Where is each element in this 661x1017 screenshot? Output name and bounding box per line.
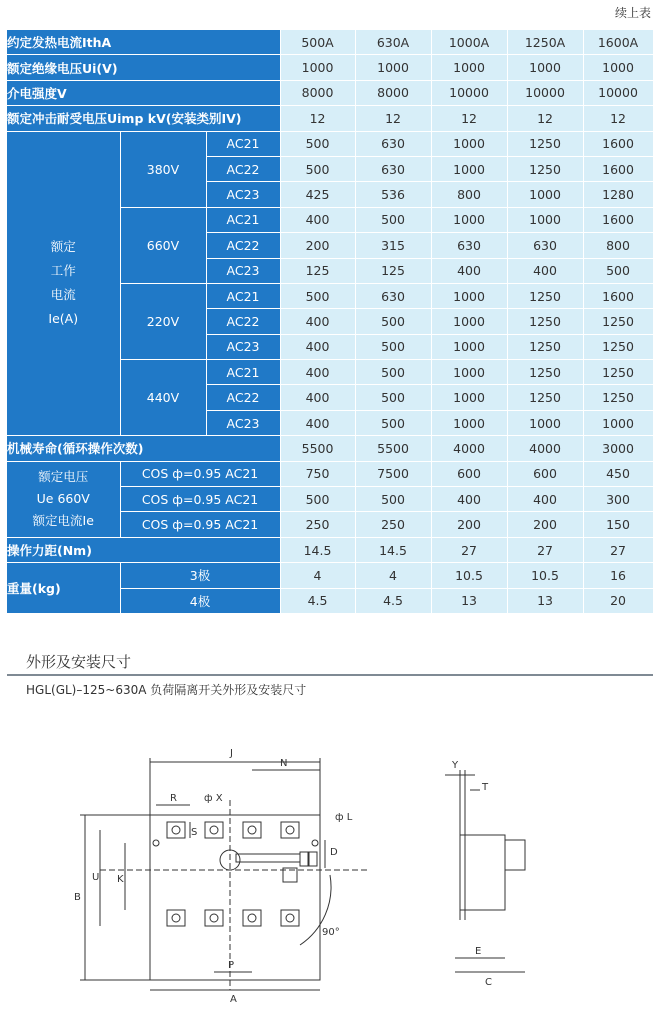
value-cell: 1280: [583, 182, 653, 207]
dimension-drawing: [0, 740, 661, 1017]
label-line: Ie(A): [48, 311, 79, 327]
value-cell: 400: [280, 207, 355, 232]
dim-label-n: N: [280, 758, 288, 769]
dim-label-t: T: [482, 782, 489, 793]
dim-label-phi-l: ф L: [335, 812, 353, 823]
row-label-uimp: 额定冲击耐受电压Uimp kV(安装类别IV): [7, 106, 280, 131]
section-title: 外形及安装尺寸: [26, 653, 132, 671]
value-cell: 1000: [431, 207, 507, 232]
value-cell: 3000: [583, 436, 653, 461]
current-rating: 1000A: [431, 30, 507, 55]
value-cell: 1000: [507, 55, 583, 80]
dim-label-r: R: [170, 793, 177, 804]
table-row: [7, 30, 653, 55]
label-line: 额定: [50, 239, 76, 255]
value-cell: 1000: [583, 410, 653, 435]
condition-label: COS ф=0.95 AC21: [120, 461, 280, 486]
value-cell: 1000: [280, 55, 355, 80]
value-cell: 1000: [431, 283, 507, 308]
value-cell: 600: [507, 461, 583, 486]
label-line: 额定电流Ie: [32, 513, 94, 529]
current-rating: 500A: [280, 30, 355, 55]
value-cell: 10.5: [431, 563, 507, 588]
value-cell: 630: [507, 233, 583, 258]
value-cell: 500: [280, 156, 355, 181]
table-row: [7, 106, 653, 131]
value-cell: 1000: [431, 131, 507, 156]
switch-body-outline: [150, 815, 320, 980]
voltage-label: 440V: [120, 360, 206, 436]
condition-label: COS ф=0.95 AC21: [120, 487, 280, 512]
dim-label-k: K: [117, 874, 124, 885]
dim-label-a: A: [230, 994, 237, 1005]
value-cell: 12: [583, 106, 653, 131]
value-cell: 27: [431, 537, 507, 562]
value-cell: 5500: [355, 436, 431, 461]
value-cell: 4: [280, 563, 355, 588]
table-row: [7, 131, 653, 156]
dim-label-y: Y: [452, 760, 459, 771]
value-cell: 800: [431, 182, 507, 207]
table-row: [7, 80, 653, 105]
value-cell: 1600: [583, 131, 653, 156]
value-cell: 8000: [280, 80, 355, 105]
continued-note: 续上表: [614, 6, 651, 20]
value-cell: 10000: [431, 80, 507, 105]
value-cell: 400: [280, 309, 355, 334]
value-cell: 400: [280, 360, 355, 385]
label-line: 电流: [50, 287, 76, 303]
value-cell: 125: [355, 258, 431, 283]
current-rating: 1250A: [507, 30, 583, 55]
value-cell: 500: [355, 410, 431, 435]
value-cell: 1250: [583, 385, 653, 410]
value-cell: 1000: [355, 55, 431, 80]
value-cell: 400: [280, 385, 355, 410]
value-cell: 20: [583, 588, 653, 613]
current-rating: 630A: [355, 30, 431, 55]
value-cell: 750: [280, 461, 355, 486]
dim-label-d: D: [330, 847, 338, 858]
value-cell: 500: [355, 207, 431, 232]
value-cell: 536: [355, 182, 431, 207]
value-cell: 4000: [507, 436, 583, 461]
value-cell: 10000: [583, 80, 653, 105]
dim-label-angle: 90°: [322, 927, 340, 938]
voltage-label: 380V: [120, 131, 206, 207]
value-cell: 500: [355, 385, 431, 410]
value-cell: 400: [280, 410, 355, 435]
category-label: AC22: [206, 233, 280, 258]
category-label: AC21: [206, 360, 280, 385]
value-cell: 13: [431, 588, 507, 613]
category-label: AC23: [206, 410, 280, 435]
value-cell: 1000: [507, 207, 583, 232]
value-cell: 4.5: [280, 588, 355, 613]
table-row: [7, 436, 653, 461]
row-label-ui: 额定绝缘电压Ui(V): [7, 55, 280, 80]
value-cell: 800: [583, 233, 653, 258]
value-cell: 200: [431, 512, 507, 537]
category-label: AC23: [206, 182, 280, 207]
value-cell: 150: [583, 512, 653, 537]
value-cell: 12: [431, 106, 507, 131]
category-label: AC21: [206, 131, 280, 156]
value-cell: 1600: [583, 207, 653, 232]
value-cell: 5500: [280, 436, 355, 461]
value-cell: 8000: [355, 80, 431, 105]
value-cell: 27: [583, 537, 653, 562]
value-cell: 4000: [431, 436, 507, 461]
value-cell: 1250: [507, 131, 583, 156]
spec-table: [7, 30, 654, 614]
section-subtitle: HGL(GL)–125~630A 负荷隔离开关外形及安装尺寸: [26, 683, 307, 697]
value-cell: 630: [431, 233, 507, 258]
value-cell: 12: [280, 106, 355, 131]
value-cell: 500: [280, 131, 355, 156]
value-cell: 400: [431, 258, 507, 283]
value-cell: 4.5: [355, 588, 431, 613]
voltage-label: 220V: [120, 283, 206, 359]
spec-table-body: [7, 30, 653, 613]
value-cell: 500: [583, 258, 653, 283]
value-cell: 1250: [507, 283, 583, 308]
value-cell: 300: [583, 487, 653, 512]
value-cell: 400: [507, 258, 583, 283]
value-cell: 500: [355, 487, 431, 512]
value-cell: 1000: [431, 360, 507, 385]
current-rating: 1600A: [583, 30, 653, 55]
row-label-ie: [7, 131, 120, 436]
value-cell: 450: [583, 461, 653, 486]
poles-label: 4极: [120, 588, 280, 613]
category-label: AC23: [206, 258, 280, 283]
dim-label-phi-x: ф X: [204, 793, 223, 804]
value-cell: 10000: [507, 80, 583, 105]
value-cell: 1600: [583, 156, 653, 181]
value-cell: 1000: [507, 410, 583, 435]
value-cell: 27: [507, 537, 583, 562]
value-cell: 630: [355, 283, 431, 308]
value-cell: 16: [583, 563, 653, 588]
value-cell: 400: [280, 334, 355, 359]
value-cell: 1000: [431, 410, 507, 435]
dim-label-e: E: [475, 946, 482, 957]
value-cell: 250: [280, 512, 355, 537]
value-cell: 1250: [583, 334, 653, 359]
label-line: Ue 660V: [36, 491, 90, 507]
value-cell: 1250: [507, 309, 583, 334]
value-cell: 500: [355, 334, 431, 359]
value-cell: 1000: [431, 385, 507, 410]
poles-label: 3极: [120, 563, 280, 588]
value-cell: 4: [355, 563, 431, 588]
row-label-ith: 约定发热电流IthA: [7, 30, 280, 55]
category-label: AC22: [206, 156, 280, 181]
value-cell: 14.5: [280, 537, 355, 562]
table-row: [7, 55, 653, 80]
table-row: [7, 563, 653, 588]
value-cell: 200: [507, 512, 583, 537]
category-label: AC22: [206, 385, 280, 410]
value-cell: 1000: [507, 182, 583, 207]
voltage-label: 660V: [120, 207, 206, 283]
value-cell: 200: [280, 233, 355, 258]
value-cell: 10.5: [507, 563, 583, 588]
row-label-dielectric: 介电强度V: [7, 80, 280, 105]
value-cell: 13: [507, 588, 583, 613]
row-label-force: 操作力距(Nm): [7, 537, 280, 562]
value-cell: 425: [280, 182, 355, 207]
dim-label-p: P: [228, 960, 235, 971]
value-cell: 1000: [431, 156, 507, 181]
value-cell: 1250: [507, 156, 583, 181]
value-cell: 630: [355, 156, 431, 181]
value-cell: 1250: [583, 309, 653, 334]
dim-label-b: B: [74, 892, 81, 903]
value-cell: 12: [355, 106, 431, 131]
dim-label-s: S: [191, 827, 198, 838]
value-cell: 400: [507, 487, 583, 512]
value-cell: 500: [280, 487, 355, 512]
value-cell: 1000: [583, 55, 653, 80]
category-label: AC21: [206, 283, 280, 308]
table-row: [7, 461, 653, 486]
value-cell: 1000: [431, 309, 507, 334]
value-cell: 1250: [507, 334, 583, 359]
value-cell: 1000: [431, 55, 507, 80]
value-cell: 315: [355, 233, 431, 258]
value-cell: 630: [355, 131, 431, 156]
dim-label-j: J: [230, 748, 233, 759]
value-cell: 500: [280, 283, 355, 308]
value-cell: 1250: [507, 360, 583, 385]
value-cell: 1600: [583, 283, 653, 308]
value-cell: 500: [355, 309, 431, 334]
category-label: AC22: [206, 309, 280, 334]
value-cell: 250: [355, 512, 431, 537]
value-cell: 7500: [355, 461, 431, 486]
value-cell: 1250: [583, 360, 653, 385]
value-cell: 12: [507, 106, 583, 131]
table-row: [7, 537, 653, 562]
label-line: 额定电压: [38, 469, 89, 485]
row-label-ue660: [7, 461, 120, 537]
value-cell: 500: [355, 360, 431, 385]
value-cell: 600: [431, 461, 507, 486]
value-cell: 125: [280, 258, 355, 283]
value-cell: 400: [431, 487, 507, 512]
condition-label: COS ф=0.95 AC21: [120, 512, 280, 537]
value-cell: 1000: [431, 334, 507, 359]
row-label-mech: 机械寿命(循环操作次数): [7, 436, 280, 461]
dim-label-u: U: [92, 872, 100, 883]
category-label: AC23: [206, 334, 280, 359]
category-label: AC21: [206, 207, 280, 232]
section-divider: [7, 674, 653, 676]
value-cell: 14.5: [355, 537, 431, 562]
value-cell: 1250: [507, 385, 583, 410]
label-line: 工作: [50, 263, 76, 279]
dim-label-c: C: [485, 977, 492, 988]
row-label-weight: 重量(kg): [7, 563, 120, 614]
